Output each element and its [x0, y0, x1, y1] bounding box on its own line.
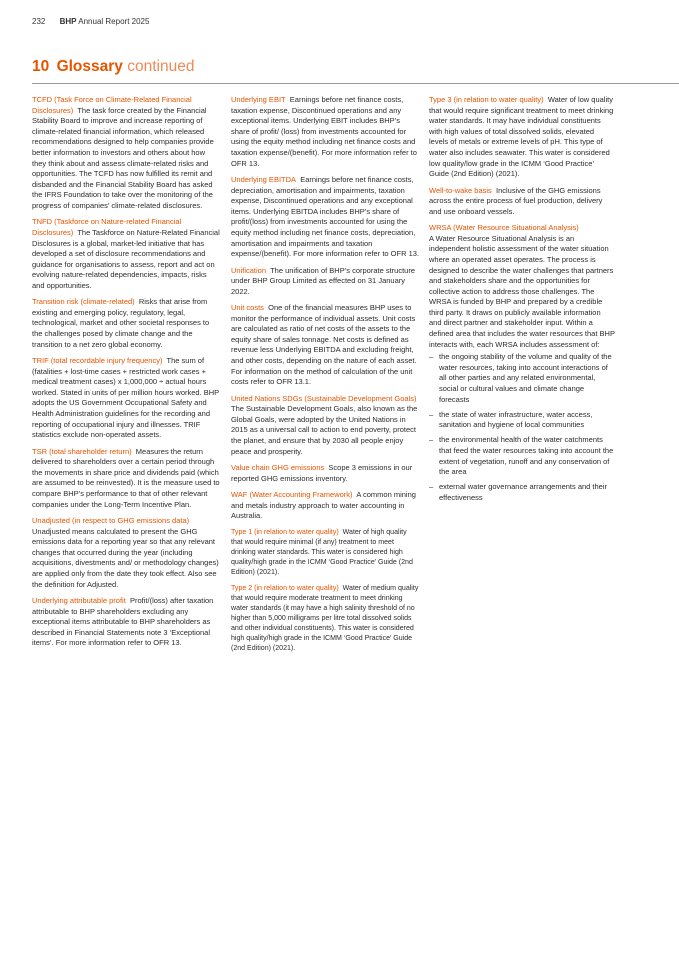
glossary-term: WAF (Water Accounting Framework): [231, 489, 353, 499]
glossary-entry: [231, 175, 419, 260]
glossary-definition: Earnings before net finance costs, depreciation, amortisation and impairments, taxation expense, Discontinued operations and any exceptional items. Underlying EBITDA includes BHP’s share of profit/(loss) from investments accounted for using the equity method including net finance costs, depreciation, amortisation and impairments and taxation expense/(benefit). For more information refer to OFR 13.: [231, 174, 419, 259]
glossary-entry: [429, 223, 615, 503]
glossary-term: Type 3 (in relation to water quality): [429, 95, 544, 104]
glossary-entry: [231, 303, 419, 388]
glossary-entry: [32, 297, 220, 350]
glossary-term: Unification: [231, 265, 267, 275]
bullet-item: – the ongoing stability of the volume and quality of the water resources, taking into account interactions of all other parties and any related environmental, social or cultural values and climate change forecasts: [429, 352, 615, 405]
glossary-definition: The Sustainable Development Goals, also known as the Global Goals, were adopted by the United Nations in 2015 as a universal call to action to end poverty, protect the planet, and ensure that by 2030 all people enjoy peace and prosperity.: [231, 404, 418, 456]
glossary-column-1: [32, 95, 220, 655]
glossary-definition: Risks that arise from existing and emerging policy, regulatory, legal, technological, market and other societal responses to the challenges posed by climate change and the transition to a net zero global economy.: [32, 297, 210, 349]
glossary-term: TCFD (Task Force on Climate-Related Financial Disclosures): [32, 95, 192, 115]
glossary-entry: [32, 447, 220, 511]
glossary-entry: [32, 356, 220, 441]
glossary-term: TRIF (total recordable injury frequency): [32, 356, 163, 366]
glossary-definition: A common mining and metals industry approach to water accounting in Australia.: [231, 489, 416, 521]
glossary-entry: [231, 266, 419, 298]
section-number: 10: [32, 58, 50, 75]
glossary-term: Unit costs: [231, 303, 264, 313]
bullet-item: – external water governance arrangements and their effectiveness: [429, 482, 615, 503]
glossary-term: Unadjusted (in respect to GHG emissions data): [32, 515, 190, 525]
glossary-term: WRSA (Water Resource Situational Analysis): [429, 223, 579, 233]
section-title-suffix: continued: [127, 58, 195, 75]
glossary-definition: Earnings before net finance costs, taxation expense, Discontinued operations and any exceptional items. Underlying EBIT includes BHP’s share of profit/ (loss) from investments accounted for using the equity method including net finance costs and taxation expense/(benefit). For more information refer to OFR 13.: [231, 95, 417, 168]
company-name: BHP: [59, 17, 77, 26]
glossary-term: United Nations SDGs (Sustainable Development Goals): [231, 393, 417, 403]
section-title-text: Glossary: [56, 58, 123, 75]
bullet-item: – the environmental health of the water catchments that feed the water resources taking into account the extent of vegetation, runoff and any conservation of the area: [429, 435, 615, 477]
glossary-definition: Scope 3 emissions in our reported GHG emissions inventory.: [231, 462, 413, 483]
glossary-definition: Unadjusted means calculated to present the GHG emissions data for a reporting year so that any relevant changes that occurred during the year (including acquisitions, divestments and/ or methodology changes) are applied only from the date they took effect. Also see the definition for Adjusted.: [32, 526, 219, 589]
glossary-term: Type 2 (in relation to water quality): [231, 584, 339, 592]
glossary-entry: [32, 596, 220, 649]
glossary-definition: Water of high quality that would require minimal (if any) treatment to meet drinking water standards. This water is considered high quality/high grade in the ICMM ‘Good Practice’ Guide (2nd Edition) (2021).: [231, 528, 413, 576]
glossary-definition: Inclusive of the GHG emissions across the entire process of fuel production, delivery and use onboard vessels.: [429, 185, 603, 216]
glossary-term: TNFD (Taskforce on Nature-related Financial Disclosures): [32, 217, 182, 237]
definition-bullet-list: [429, 352, 615, 503]
glossary-term: Underlying attributable profit: [32, 595, 126, 605]
glossary-column-3: [429, 95, 615, 509]
bullet-item: – the state of water infrastructure, water access, sanitation and hygiene of local communities: [429, 410, 615, 431]
glossary-entry: [32, 95, 220, 212]
glossary-entry: [32, 217, 220, 291]
glossary-term: Underlying EBITDA: [231, 174, 297, 184]
glossary-entry: [231, 584, 419, 655]
glossary-entry: [231, 463, 419, 484]
glossary-definition: Profit/(loss) after taxation attributable to BHP shareholders excluding any exceptional items attributable to BHP shareholders as described in Financial Statements note 3 ‘Exceptional items’. For more information refer to OFR 13.: [32, 595, 214, 648]
glossary-entry: [231, 394, 419, 458]
glossary-definition: The task force created by the Financial Stability Board to improve and increase reporting of climate-related financial information, which released recommendations designed to help companies provide better information to investors and others about how they think about and assess climate-related risks and opportunities. The TCFD has now fulfilled its remit and disbanded and the Financial Stability Board has asked the IFRS Foundation to take over the monitoring of the progress of companies’ climate-related disclosures.: [32, 105, 214, 210]
glossary-definition: The unification of BHP’s corporate structure under BHP Group Limited as effected on 31 January 2022.: [231, 265, 416, 296]
glossary-term: Well-to-wake basis: [429, 185, 492, 195]
glossary-definition: The Taskforce on Nature-Related Financial Disclosures is a global, market-led initiative that has developed a set of disclosure recommendations and guidance for organisations to assess, report and act on evolving nature-related dependencies, impacts, risks and opportunities.: [32, 227, 220, 290]
glossary-entry: [231, 528, 419, 578]
glossary-definition: A Water Resource Situational Analysis is an independent holistic assessment of the water situation where an operated asset operates. The process is designed to describe the water challenges that partners and stakeholders share and the opportunities for collective action to address those challenges. The WRSA is funded by BHP and prepared by a credible third party. It draws on publicly available information and direct partner and stakeholder input. Within a defined area that includes the water resources that BHP interacts with, each WRSA includes assessment of:: [429, 233, 615, 349]
glossary-term: Type 1 (in relation to water quality): [231, 528, 339, 536]
glossary-entry: [429, 186, 615, 218]
glossary-entry: [231, 95, 419, 169]
page-header: [32, 17, 149, 26]
section-title: [32, 58, 194, 76]
glossary-entry: [231, 490, 419, 522]
glossary-definition: The sum of (fatalities + lost-time cases + restricted work cases + medical treatment cases) x 1,000,000 ÷ actual hours worked. Stated in units of per million hours worked. BHP adopts the US Government Occupational Safety and Health Administration guidelines for the recording and reporting of occupational injury and illnesses. TRIF statistics exclude non-operated assets.: [32, 356, 220, 440]
glossary-definition: Measures the return delivered to shareholders over a certain period through the movements in share price and dividends paid (which are assumed to be reinvested). It is the measure used to compare BHP’s performance to that of other relevant companies under the Long-Term Incentive Plan.: [32, 446, 220, 509]
glossary-entry: [429, 95, 615, 180]
report-name: Annual Report 2025: [78, 17, 150, 26]
glossary-term: Value chain GHG emissions: [231, 462, 325, 472]
glossary-definition: Water of medium quality that would require moderate treatment to meet drinking water standards (it may have a high salinity threshold of no higher than 5,000 milligrams per litre total dissolved solids and other individual constituents). This water is considered high quality/high grade in the ICMM ‘Good Practice’ Guide (2nd Edition) (2021).: [231, 584, 419, 653]
title-divider: [32, 83, 679, 84]
glossary-term: TSR (total shareholder return): [32, 446, 132, 456]
glossary-definition: Water of low quality that would require significant treatment to meet drinking water standards. It may have individual constituents with high values of total dissolved solids, elevated levels of metals or extreme levels of pH. This type of water also includes seawater. This water is considered low quality/low grade in the ICMM ‘Good Practice’ Guide (2nd Edition) (2021).: [429, 95, 614, 179]
glossary-entry: [32, 516, 220, 590]
glossary-term: Underlying EBIT: [231, 95, 286, 104]
page-number: 232: [32, 17, 46, 26]
glossary-column-2: [231, 95, 419, 660]
glossary-term: Transition risk (climate-related): [32, 297, 135, 307]
glossary-definition: One of the financial measures BHP uses to monitor the performance of individual assets. Unit costs are calculated as ratio of net costs of the assets to the equity share of sales tonnage. Net costs is defined as revenue less Underlying EBITDA and excluding freight, and other costs, depending on the nature of each asset. For information on the method of calculation of the unit costs refer to OFR 13.1.: [231, 303, 417, 387]
